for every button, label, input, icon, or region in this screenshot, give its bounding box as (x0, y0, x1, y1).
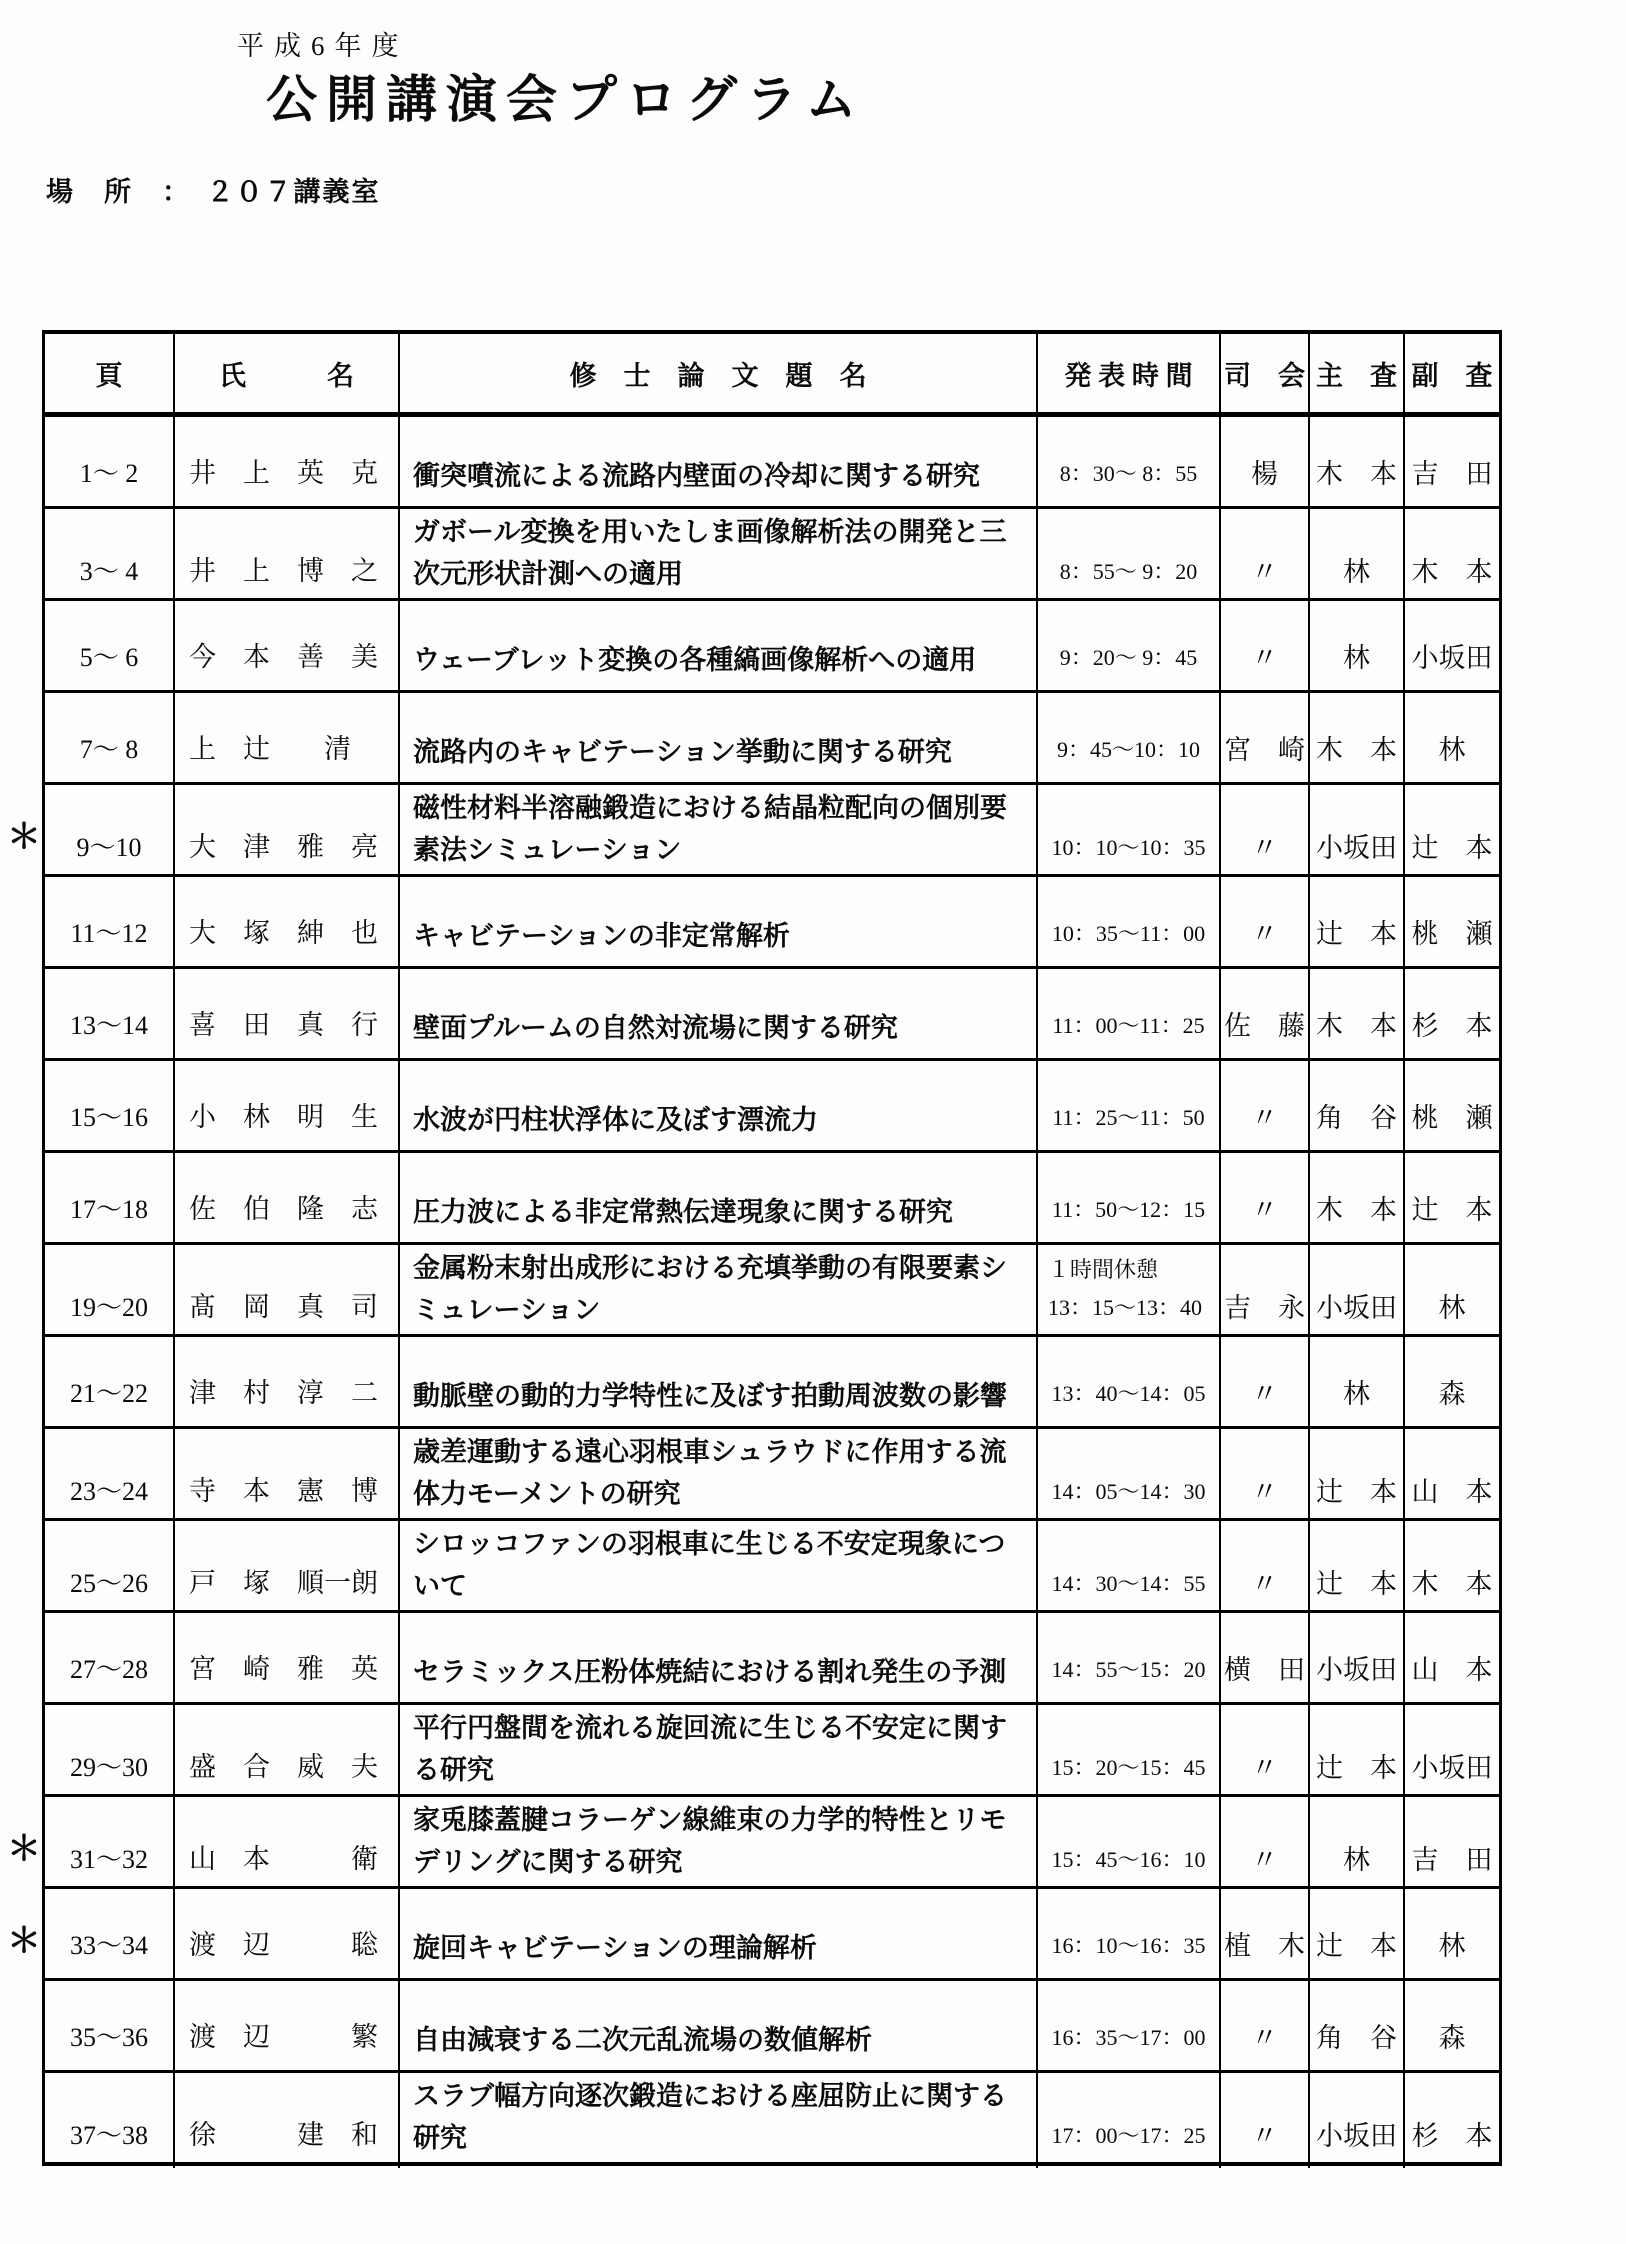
student-name: 上 辻 清 (173, 693, 398, 782)
chief-examiner: 林 (1308, 1337, 1403, 1426)
table-row (45, 690, 1499, 782)
table-row (45, 1702, 1499, 1794)
fiscal-year-label: 平成6年度 (237, 31, 409, 61)
student-name: 今 本 善 美 (173, 601, 398, 690)
chair-name: 〃 (1219, 1981, 1308, 2070)
page-range: 23～24 (69, 1477, 148, 1506)
thesis-title: 平行円盤間を流れる旋回流に生じる不安定に関す る研究 (398, 1705, 1036, 1800)
column-header-chair: 司 会 (1219, 334, 1308, 412)
student-name: 小 林 明 生 (173, 1061, 398, 1150)
student-name: 井 上 英 克 (173, 417, 398, 506)
page-range: 17～18 (69, 1195, 148, 1224)
chief-examiner: 角 谷 (1308, 1981, 1403, 2070)
table-row (45, 1242, 1499, 1334)
thesis-title: 旋回キャビテーションの理論解析 (398, 1889, 1036, 1978)
page-range: 19～20 (69, 1293, 148, 1322)
page-range: 1～ 2 (79, 459, 139, 488)
thesis-title: ガボール変換を用いたしま画像解析法の開発と三 次元形状計測への適用 (398, 509, 1036, 604)
student-name: 渡 辺 聡 (173, 1889, 398, 1978)
student-name: 戸 塚 順一朗 (173, 1521, 398, 1616)
student-name: 大 塚 紳 也 (173, 877, 398, 966)
program-table (7, 330, 1502, 2166)
chief-examiner: 木 本 (1308, 693, 1403, 782)
chair-name: 〃 (1219, 1797, 1308, 1892)
page-range: 15～16 (69, 1103, 148, 1132)
column-header-chief: 主 査 (1308, 334, 1403, 412)
page-range: 9～10 (76, 833, 142, 862)
presentation-time: 14：05～14：30 (1036, 1429, 1219, 1524)
page-range: 3～ 4 (79, 557, 139, 586)
vice-examiner: 森 (1403, 1337, 1499, 1426)
thesis-title: 圧力波による非定常熱伝達現象に関する研究 (398, 1153, 1036, 1242)
table-row (45, 1150, 1499, 1242)
vice-examiner: 山 本 (1403, 1613, 1499, 1702)
page-range: 33～34 (69, 1931, 148, 1960)
chief-examiner: 辻 本 (1308, 877, 1403, 966)
table-row (45, 598, 1499, 690)
chief-examiner: 木 本 (1308, 1153, 1403, 1242)
page-range: 21～22 (69, 1379, 148, 1408)
student-name: 山 本 衛 (173, 1797, 398, 1892)
chair-name: 〃 (1219, 601, 1308, 690)
chief-examiner: 小坂田 (1308, 2073, 1403, 2168)
page-range: 31～32 (69, 1845, 148, 1874)
page-range: 27～28 (69, 1655, 148, 1684)
chair-name: 〃 (1219, 1337, 1308, 1426)
page-range: 35～36 (69, 2023, 148, 2052)
student-name: 髙 岡 真 司 (173, 1245, 398, 1340)
presentation-time: 8：55～ 9：20 (1036, 509, 1219, 604)
thesis-title: 流路内のキャビテーション挙動に関する研究 (398, 693, 1036, 782)
page-range: 25～26 (69, 1569, 148, 1598)
thesis-title: 家兎膝蓋腱コラーゲン線維束の力学的特性とリモ デリングに関する研究 (398, 1797, 1036, 1892)
presentation-time: 17：00～17：25 (1036, 2073, 1219, 2168)
thesis-title: キャビテーションの非定常解析 (398, 877, 1036, 966)
chief-examiner: 辻 本 (1308, 1889, 1403, 1978)
vice-examiner: 林 (1403, 693, 1499, 782)
page-range: 37～38 (69, 2121, 148, 2150)
chair-name: 〃 (1219, 2073, 1308, 2168)
presentation-time: １時間休憩 13：15～13：40 (1036, 1245, 1219, 1340)
student-name: 喜 田 真 行 (173, 969, 398, 1058)
vice-examiner: 木 本 (1403, 509, 1499, 604)
vice-examiner: 吉 田 (1403, 1797, 1499, 1892)
vice-examiner: 辻 本 (1403, 1153, 1499, 1242)
thesis-title: スラブ幅方向逐次鍛造における座屈防止に関する 研究 (398, 2073, 1036, 2168)
page-range: 7～ 8 (79, 735, 139, 764)
table-row (7, 1794, 1499, 1886)
thesis-title: 壁面プルームの自然対流場に関する研究 (398, 969, 1036, 1058)
thesis-title: 自由減衰する二次元乱流場の数値解析 (398, 1981, 1036, 2070)
presentation-time: 16：35～17：00 (1036, 1981, 1219, 2070)
thesis-title: 金属粉末射出成形における充填挙動の有限要素シ ミュレーション (398, 1245, 1036, 1340)
student-name: 津 村 淳 二 (173, 1337, 398, 1426)
chief-examiner: 木 本 (1308, 969, 1403, 1058)
vice-examiner: 杉 本 (1403, 2073, 1499, 2168)
vice-examiner: 林 (1403, 1889, 1499, 1978)
thesis-title: ウェーブレット変換の各種縞画像解析への適用 (398, 601, 1036, 690)
table-row (45, 874, 1499, 966)
vice-examiner: 小坂田 (1403, 601, 1499, 690)
vice-examiner: 辻 本 (1403, 785, 1499, 880)
chair-name: 〃 (1219, 877, 1308, 966)
student-name: 徐 建 和 (173, 2073, 398, 2168)
vice-examiner: 山 本 (1403, 1429, 1499, 1524)
chief-examiner: 辻 本 (1308, 1429, 1403, 1524)
presentation-time: 9：45～10：10 (1036, 693, 1219, 782)
presentation-time: 16：10～16：35 (1036, 1889, 1219, 1978)
column-header-thesis: 修 士 論 文 題 名 (398, 334, 1036, 412)
chair-name: 植 木 (1219, 1889, 1308, 1978)
column-header-vice: 副 査 (1403, 334, 1499, 412)
student-name: 渡 辺 繁 (173, 1981, 398, 2070)
thesis-title: 歳差運動する遠心羽根車シュラウドに作用する流 体力モーメントの研究 (398, 1429, 1036, 1524)
student-name: 大 津 雅 亮 (173, 785, 398, 880)
presentation-time: 15：20～15：45 (1036, 1705, 1219, 1800)
chair-name: 〃 (1219, 1521, 1308, 1616)
vice-examiner: 森 (1403, 1981, 1499, 2070)
presentation-time: 11：25～11：50 (1036, 1061, 1219, 1150)
chair-name: 楊 (1219, 417, 1308, 506)
table-header-row (45, 334, 1499, 412)
vice-examiner: 木 本 (1403, 1521, 1499, 1616)
chief-examiner: 木 本 (1308, 417, 1403, 506)
thesis-title: シロッコファンの羽根車に生じる不安定現象につ いて (398, 1521, 1036, 1616)
student-name: 寺 本 憲 博 (173, 1429, 398, 1524)
table-row (7, 782, 1499, 874)
asterisk-marker: ＊ (7, 819, 41, 856)
vice-examiner: 桃 瀬 (1403, 877, 1499, 966)
chief-examiner: 辻 本 (1308, 1521, 1403, 1616)
presentation-time: 14：55～15：20 (1036, 1613, 1219, 1702)
chair-name: 〃 (1219, 785, 1308, 880)
chair-name: 〃 (1219, 1153, 1308, 1242)
location-label: 場 所 ： ２０７講義室 (46, 177, 381, 207)
presentation-time: 14：30～14：55 (1036, 1521, 1219, 1616)
chair-name: 〃 (1219, 1061, 1308, 1150)
vice-examiner: 小坂田 (1403, 1705, 1499, 1800)
column-header-page: 頁 (95, 360, 123, 391)
column-header-time: 発 表 時 間 (1036, 334, 1219, 412)
table-row (45, 2070, 1499, 2162)
column-header-name: 氏 名 (173, 334, 398, 412)
thesis-title: 動脈壁の動的力学特性に及ぼす拍動周波数の影響 (398, 1337, 1036, 1426)
asterisk-marker: ＊ (7, 1831, 41, 1868)
chief-examiner: 角 谷 (1308, 1061, 1403, 1150)
chief-examiner: 小坂田 (1308, 1245, 1403, 1340)
page-title: 公開講演会プログラム (266, 73, 866, 129)
asterisk-marker: ＊ (7, 1923, 41, 1960)
thesis-title: 水波が円柱状浮体に及ぼす漂流力 (398, 1061, 1036, 1150)
table-row (45, 506, 1499, 598)
thesis-title: セラミックス圧粉体焼結における割れ発生の予測 (398, 1613, 1036, 1702)
table-row (45, 412, 1499, 506)
table-body (7, 412, 1499, 2162)
chair-name: 〃 (1219, 1705, 1308, 1800)
chief-examiner: 林 (1308, 1797, 1403, 1892)
presentation-time: 10：10～10：35 (1036, 785, 1219, 880)
presentation-time: 15：45～16：10 (1036, 1797, 1219, 1892)
page-range: 13～14 (69, 1011, 148, 1040)
table-row (7, 1886, 1499, 1978)
student-name: 宮 崎 雅 英 (173, 1613, 398, 1702)
table-row (45, 1334, 1499, 1426)
page-range: 11～12 (70, 919, 148, 948)
chair-name: 〃 (1219, 1429, 1308, 1524)
table-row (45, 966, 1499, 1058)
chief-examiner: 林 (1308, 601, 1403, 690)
presentation-time: 9：20～ 9：45 (1036, 601, 1219, 690)
presentation-time: 13：40～14：05 (1036, 1337, 1219, 1426)
page-range: 29～30 (69, 1753, 148, 1782)
presentation-time: 10：35～11：00 (1036, 877, 1219, 966)
table-row (45, 1978, 1499, 2070)
vice-examiner: 林 (1403, 1245, 1499, 1340)
presentation-time: 11：00～11：25 (1036, 969, 1219, 1058)
student-name: 盛 合 威 夫 (173, 1705, 398, 1800)
chair-name: 吉 永 (1219, 1245, 1308, 1340)
vice-examiner: 杉 本 (1403, 969, 1499, 1058)
student-name: 佐 伯 隆 志 (173, 1153, 398, 1242)
table-row (45, 1610, 1499, 1702)
thesis-title: 衝突噴流による流路内壁面の冷却に関する研究 (398, 417, 1036, 506)
thesis-title: 磁性材料半溶融鍛造における結晶粒配向の個別要 素法シミュレーション (398, 785, 1036, 880)
student-name: 井 上 博 之 (173, 509, 398, 604)
vice-examiner: 吉 田 (1403, 417, 1499, 506)
chair-name: 〃 (1219, 509, 1308, 604)
table-row (45, 1518, 1499, 1610)
chief-examiner: 林 (1308, 509, 1403, 604)
presentation-time: 11：50～12：15 (1036, 1153, 1219, 1242)
chief-examiner: 小坂田 (1308, 1613, 1403, 1702)
vice-examiner: 桃 瀬 (1403, 1061, 1499, 1150)
table-row (45, 1426, 1499, 1518)
chair-name: 佐 藤 (1219, 969, 1308, 1058)
table-row (45, 1058, 1499, 1150)
chair-name: 横 田 (1219, 1613, 1308, 1702)
chief-examiner: 辻 本 (1308, 1705, 1403, 1800)
chair-name: 宮 崎 (1219, 693, 1308, 782)
presentation-time: 8：30～ 8：55 (1036, 417, 1219, 506)
page-range: 5～ 6 (79, 643, 139, 672)
chief-examiner: 小坂田 (1308, 785, 1403, 880)
